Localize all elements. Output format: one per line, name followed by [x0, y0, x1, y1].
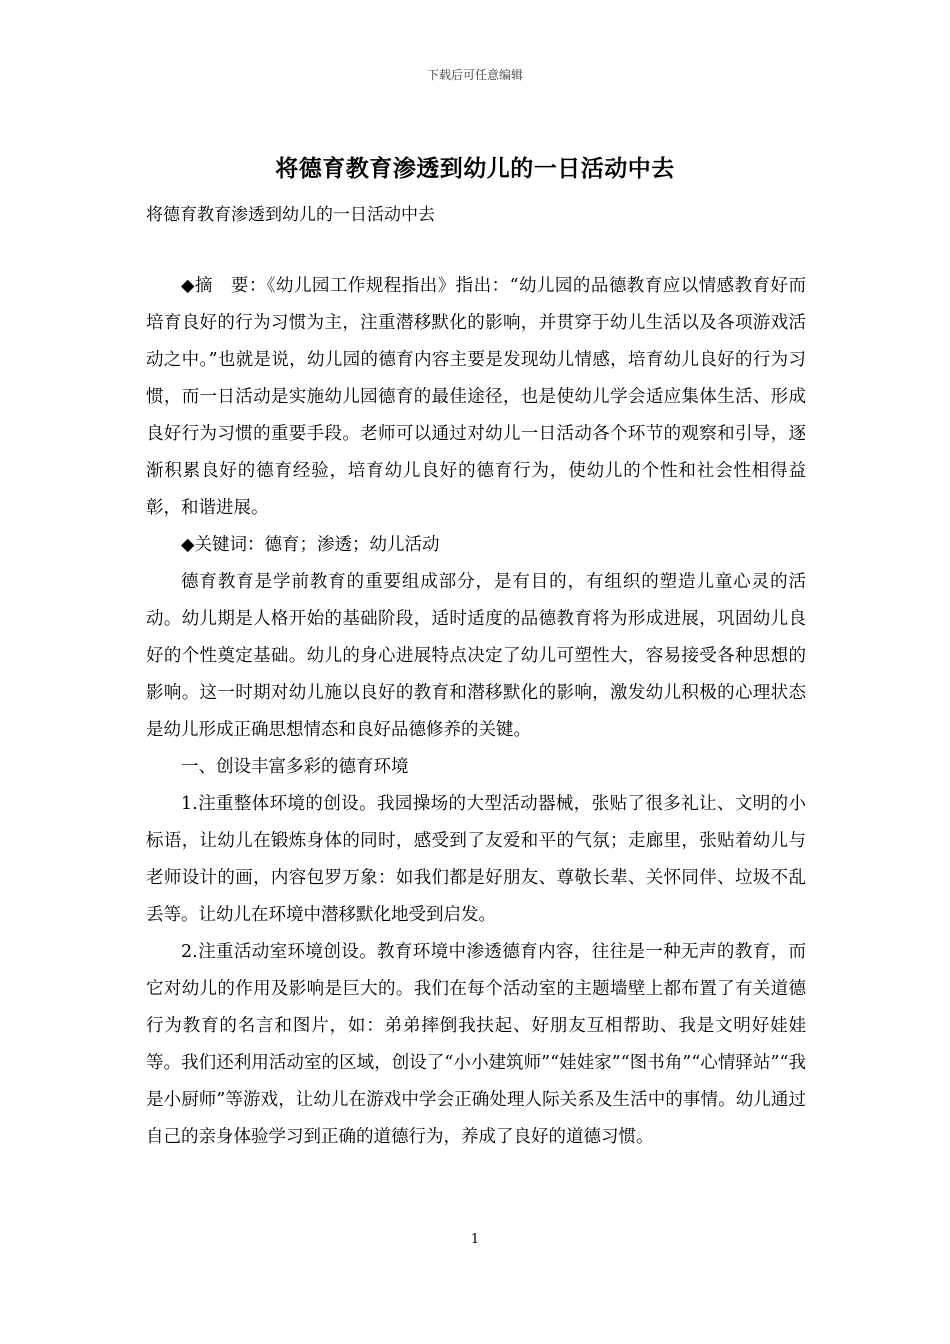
abstract-paragraph: ◆摘 要：《幼儿园工作规程指出》指出：“幼儿园的品德教育应以情感教育好而培育良好的行为习惯为主，注重潜移默化的影响，并贯穿于幼儿生活以及各项游戏活动之中。”也就是说，幼儿园的德育内容主要是发现幼儿情感，培育幼儿良好的行为习惯，而一日活动是实施幼儿园德育的最佳途径，也是使幼儿学会适应集体生活、形成良好行为习惯的重要手段。老师可以通过对幼儿一日活动各个环节的观察和引导，逐渐积累良好的德育经验，培育幼儿良好的德育行为，使幼儿的个性和社会性相得益彰，和谐进展。	[146, 276, 806, 518]
page-header: 下载后可任意编辑	[426, 68, 523, 82]
keywords-paragraph: ◆关键词：德育；渗透；幼儿活动	[181, 535, 440, 555]
page-number: 1	[470, 1232, 480, 1247]
body-paragraph: 1.注重整体环境的创设。我园操场的大型活动器械，张贴了很多礼让、文明的小标语，让幼儿在锻炼身体的同时，感受到了友爱和平的气氛；走廊里，张贴着幼儿与老师设计的画，内容包罗万象：如我们都是好朋友、尊敬长辈、关怀同伴、垃圾不乱丢等。让幼儿在环境中潜移默化地受到启发。	[146, 794, 806, 925]
document-body	[146, 268, 806, 1156]
document-title: 将德育教育渗透到幼儿的一日活动中去	[275, 155, 675, 182]
intro-paragraph: 德育教育是学前教育的重要组成部分，是有目的，有组织的塑造儿童心灵的活动。幼儿期是人格开始的基础阶段，适时适度的品德教育将为形成进展，巩固幼儿良好的个性奠定基础。幼儿的身心进展特点决定了幼儿可塑性大，容易接受各种思想的影响。这一时期对幼儿施以良好的教育和潜移默化的影响，激发幼儿积极的心理状态是幼儿形成正确思想情态和良好品德修养的关键。	[146, 572, 806, 740]
document-subtitle: 将德育教育渗透到幼儿的一日活动中去	[146, 205, 435, 225]
section-heading: 一、创设丰富多彩的德育环境	[181, 757, 409, 777]
body-paragraph: 2.注重活动室环境创设。教育环境中渗透德育内容，往往是一种无声的教育，而它对幼儿的作用及影响是巨大的。我们在每个活动室的主题墙壁上都布置了有关道德行为教育的名言和图片，如：弟弟摔倒我扶起、好朋友互相帮助、我是文明好娃娃等。我们还利用活动室的区域，创设了“小小建筑师”“娃娃家”“图书角”“心情驿站”“我是小厨师”等游戏，让幼儿在游戏中学会正确处理人际关系及生活中的事情。幼儿通过自己的亲身体验学习到正确的道德行为，养成了良好的道德习惯。	[146, 942, 806, 1147]
